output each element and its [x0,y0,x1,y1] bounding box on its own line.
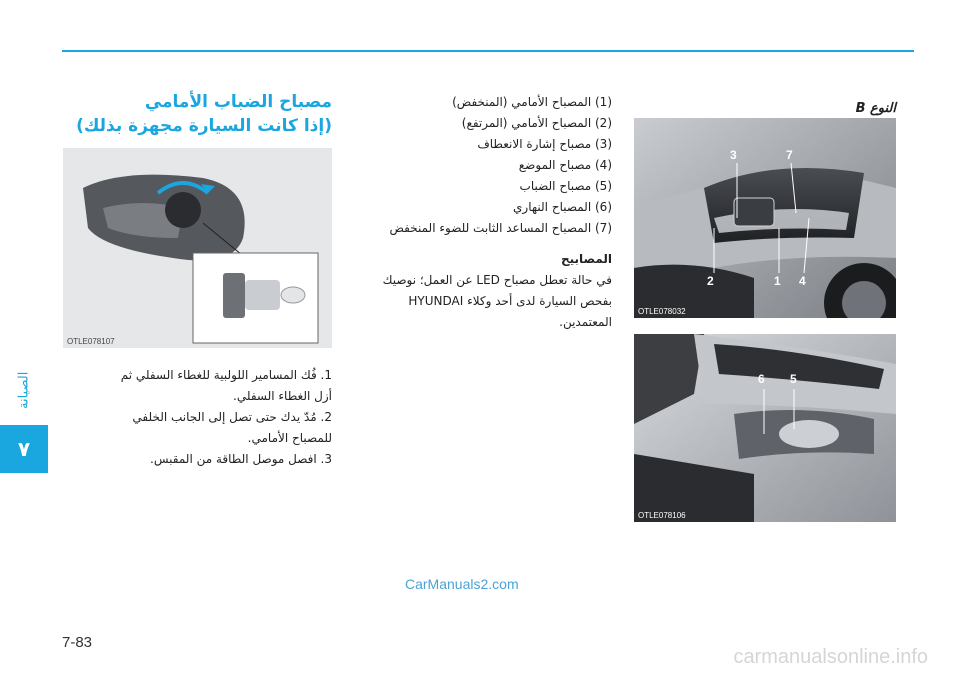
list-item: (6) المصباح النهاري [513,200,612,214]
headlight-illustration [634,118,896,318]
note-line: بفحص السيارة لدى أحد وكلاء HYUNDAI [408,294,612,308]
chapter-label: الصيانة [16,371,32,409]
step-line: 2. مُدّ يدك حتى تصل إلى الجانب الخلفي [132,410,332,424]
callout-7: 7 [786,148,793,162]
headlight-photo [634,118,896,318]
callout-6: 6 [758,372,765,386]
step-line: 1. فُك المسامير اللولبية للغطاء السفلي ثم [120,368,332,382]
callout-3: 3 [730,148,737,162]
bulb-illustration [63,148,332,348]
list-item: (3) مصباح إشارة الانعطاف [477,137,612,151]
top-rule [62,50,914,52]
list-item: (2) المصباح الأمامي (المرتفع) [461,116,612,130]
list-item: (1) المصباح الأمامي (المنخفض) [452,95,612,109]
list-item: (4) مصباح الموضع [518,158,612,172]
bulb-list [350,92,612,333]
photo-code: OTLE078032 [638,307,686,316]
note-line: المعتمدين. [559,315,612,329]
step-line: للمصباح الأمامي. [247,431,332,445]
callout-2: 2 [707,274,714,288]
footer-watermark: carmanualsonline.info [733,646,928,668]
foglamp-bulb-photo [63,148,332,348]
foglamp-photo [634,334,896,522]
list-item: (5) مصباح الضباب [519,179,612,193]
step-line: 3. افصل موصل الطاقة من المقبس. [150,452,332,466]
callout-1: 1 [774,274,781,288]
type-title: النوع B [855,101,896,116]
chapter-tab[interactable]: ٧ [0,425,48,473]
photo-code: OTLE078107 [67,337,115,346]
steps-list [62,365,332,470]
section-title-line2: (إذا كانت السيارة مجهزة بذلك) [76,116,332,136]
list-item: (7) المصباح المساعد الثابت للضوء المنخفض [389,221,612,235]
callout-4: 4 [799,274,806,288]
photo-code: OTLE078106 [638,511,686,520]
step-line: أزل الغطاء السفلي. [233,389,332,403]
note-title: المصابيح [560,252,612,266]
callout-5: 5 [790,372,797,386]
note-line: في حالة تعطل مصباح LED عن العمل؛ نوصيك [382,273,612,287]
page-number: 7-83 [62,634,93,651]
watermark-link[interactable]: CarManuals2.com [405,576,519,592]
section-title [62,90,332,138]
section-title-line1: مصباح الضباب الأمامي [144,92,332,112]
foglamp-illustration [634,334,896,522]
